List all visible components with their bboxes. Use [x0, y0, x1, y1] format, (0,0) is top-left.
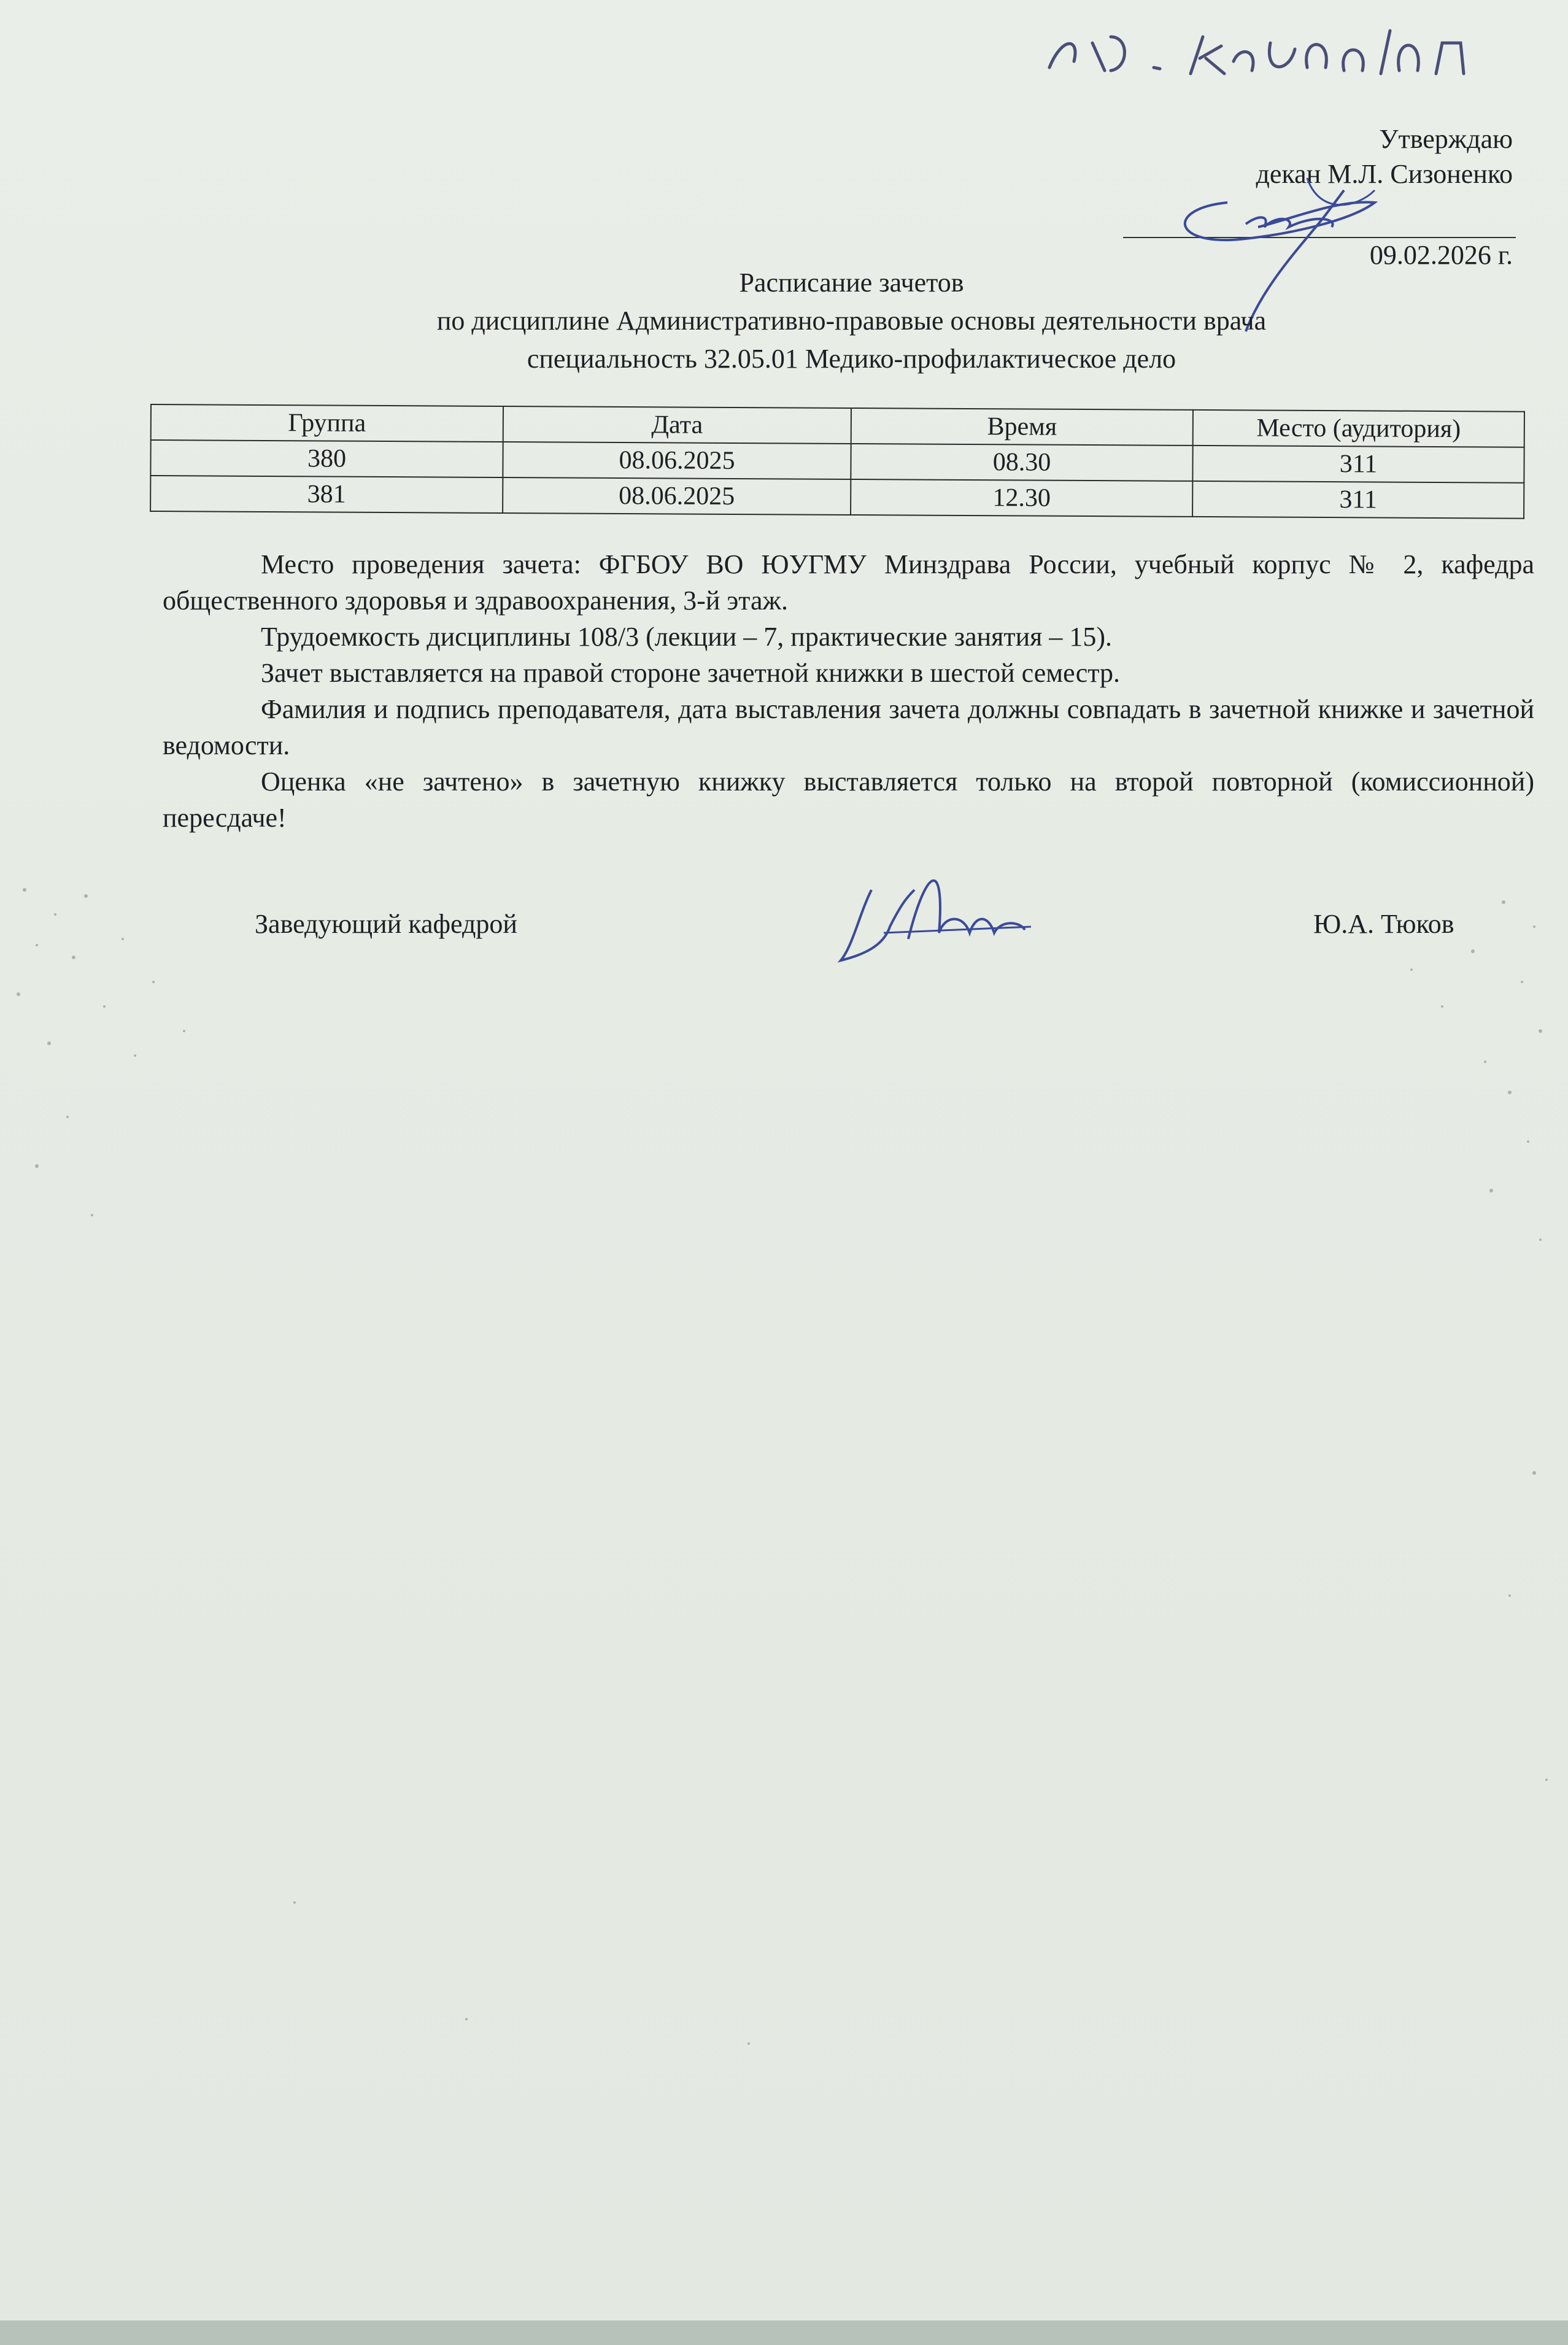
cell-time: 08.30	[851, 444, 1192, 481]
paragraph-fail-grade: Оценка «не зачтено» в зачетную книжку выставляется только на второй повторной (комиссионной) пересдаче!	[163, 767, 1534, 833]
title-block	[184, 264, 1519, 378]
paragraph-workload: Трудоемкость дисциплины 108/3 (лекции – 7, практические занятия – 15).	[261, 622, 1113, 652]
cell-time: 12.30	[851, 479, 1192, 517]
approval-heading: Утверждаю	[1379, 124, 1513, 154]
body-text	[163, 546, 1534, 836]
scan-speckle	[0, 798, 1568, 2332]
header-date: Дата	[503, 406, 851, 444]
table-row	[150, 476, 1524, 519]
header-room: Место (аудитория)	[1193, 410, 1524, 447]
paragraph-record: Зачет выставляется на правой стороне зачетной книжки в шестой семестр.	[261, 658, 1121, 688]
approval-date: 09.02.2026 г.	[1369, 240, 1513, 270]
cell-date: 08.06.2025	[503, 477, 851, 515]
header-time: Время	[851, 408, 1193, 446]
cell-group: 381	[150, 476, 503, 513]
handwritten-note	[1037, 12, 1479, 86]
scan-bottom-edge	[0, 2320, 1568, 2345]
cell-group: 380	[150, 440, 503, 477]
doc-title: Расписание зачетов	[739, 268, 964, 298]
specialty-line: специальность 32.05.01 Медико-профилактическое дело	[527, 344, 1176, 374]
paragraph-match: Фамилия и подпись преподавателя, дата выставления зачета должны совпадать в зачетной книжке и зачетной ведомости.	[163, 694, 1534, 760]
signatory-position: Заведующий кафедрой	[255, 909, 517, 939]
cell-room: 311	[1192, 481, 1524, 519]
cell-room: 311	[1192, 446, 1524, 483]
signatory-name: Ю.А. Тюков	[1313, 909, 1454, 939]
schedule-table	[150, 404, 1525, 519]
approval-dean: декан М.Л. Сизоненко	[1256, 159, 1513, 189]
cell-date: 08.06.2025	[503, 442, 851, 479]
header-group: Группа	[151, 404, 503, 442]
paragraph-location: Место проведения зачета: ФГБОУ ВО ЮУГМУ Минздрава России, учебный корпус № 2, кафедра общественного здоровья и здравоохранения, 3-й этаж.	[163, 549, 1534, 616]
discipline-line: по дисциплине Административно-правовые основы деятельности врача	[436, 306, 1267, 336]
